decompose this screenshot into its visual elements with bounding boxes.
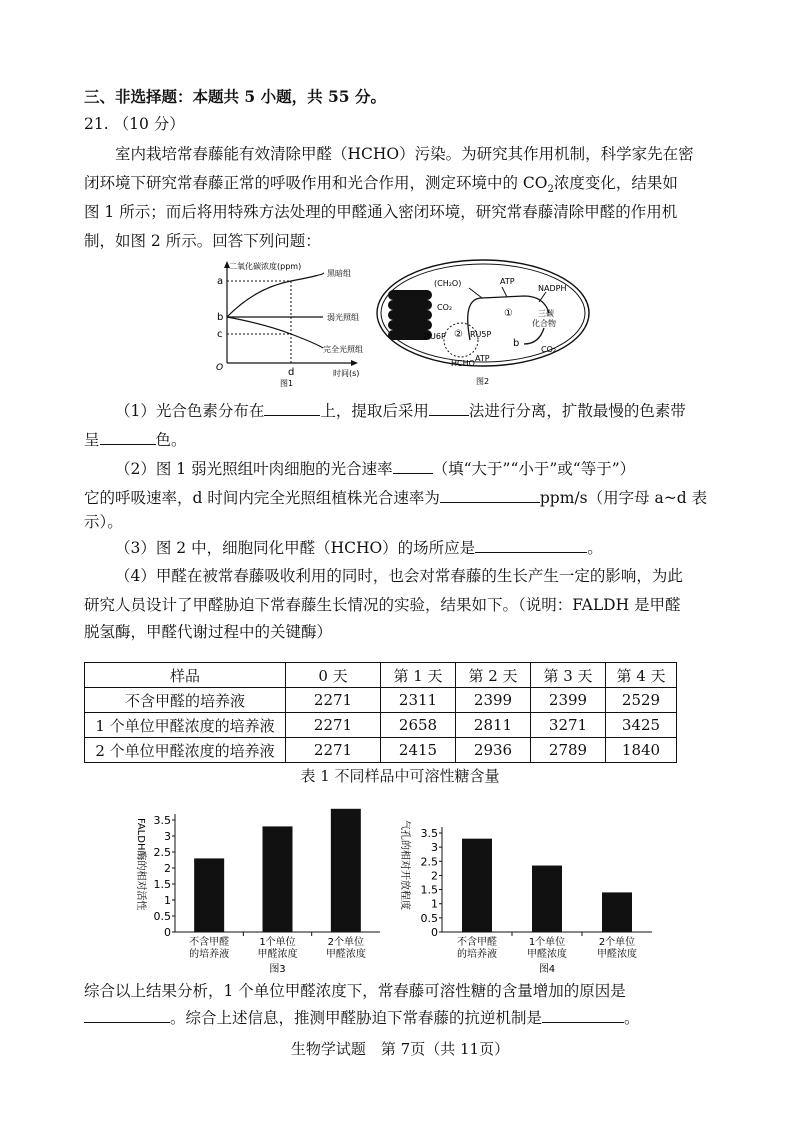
label-three-carbon-1: 三碳 (538, 309, 554, 318)
q1-line-2 (84, 428, 724, 451)
intro-sub: 2 (547, 184, 554, 196)
figure-2 (374, 258, 592, 388)
y-axis-label: 二氧化碳浓度(ppm) (229, 262, 302, 271)
sugar-content-table (84, 662, 677, 763)
intro-line-1: 室内栽培常春藤能有效清除甲醛（HCHO）污染。为研究其作用机制，科学家先在密 (115, 145, 694, 163)
q1-text-d: 呈 (84, 431, 100, 449)
table-cell: 2311 (381, 688, 456, 713)
table-cell: 2399 (456, 688, 531, 713)
table-cell: 2271 (286, 713, 381, 738)
label-ch2o: (CH₂O) (434, 279, 462, 288)
y-tick-label: 0.5 (153, 910, 171, 923)
bar (532, 866, 562, 932)
q4-line-1: （4）甲醛在被常春藤吸收利用的同时，也会对常春藤的生长产生一定的影响，为此 (115, 567, 683, 585)
chart-title: 图4 (538, 964, 556, 975)
label-nadph: NADPH (538, 284, 567, 293)
conclusion-line-2 (84, 1006, 724, 1029)
q2-blank-2[interactable] (440, 486, 540, 503)
q1-text-b: 上，提取后采用 (320, 402, 429, 420)
chart-title: 图3 (269, 964, 286, 975)
q3-line (84, 536, 724, 559)
label-circle-2: ② (454, 329, 463, 340)
atp-top-arrow (502, 287, 507, 297)
x-tick-label: 2个单位 (598, 937, 636, 948)
bar (331, 809, 361, 932)
q4-line-3: 脱氢酶，甲醛代谢过程中的关键酶） (84, 623, 333, 641)
conclusion-blank-1[interactable] (84, 1006, 170, 1023)
x-tick-label: 1个单位 (259, 937, 296, 948)
x-tick-label: 甲醛浓度 (257, 949, 298, 960)
y-tick-c: c (217, 329, 223, 340)
figure-1 (205, 258, 375, 388)
question-points: （10 分） (113, 115, 185, 133)
table-cell: 2271 (286, 688, 381, 713)
legend-weak-light: 弱光照组 (327, 313, 359, 322)
x-tick-label: 甲醛浓度 (597, 949, 637, 960)
q1-text-a: （1）光合色素分布在 (115, 402, 265, 420)
y-tick-a: a (217, 276, 224, 287)
y-tick-b: b (217, 312, 224, 323)
table-cell: 2658 (381, 713, 456, 738)
table-cell: 3425 (606, 713, 677, 738)
q1-blank-2[interactable] (429, 399, 469, 416)
page-footer: 生物学试题 第 7页（共 11页） (290, 1040, 510, 1058)
q2-line-3: 示）。 (84, 513, 123, 531)
figure-4-chart (395, 812, 660, 980)
y-tick-label: 1 (431, 897, 438, 911)
table-row (85, 738, 677, 763)
x-tick-label: 的培养液 (189, 949, 230, 960)
label-atp-top: ATP (500, 277, 515, 286)
conclusion-text-a: 。综合上述信息，推测甲醛胁迫下常春藤的抗逆机制是 (170, 1009, 543, 1027)
x-tick-label: 不含甲醛 (189, 937, 230, 948)
table-cell: 2271 (286, 738, 381, 763)
q3-text-a: （3）图 2 中，细胞同化甲醛（HCHO）的场所应是 (115, 539, 476, 557)
conclusion-text-b: 。 (624, 1009, 640, 1027)
x-axis-label: 时间(s) (333, 369, 360, 378)
q2-text-d: ppm/s（用字母 a~d 表 (539, 489, 708, 507)
legend-dark: 黑暗组 (327, 269, 351, 278)
table-header: 0 天 (286, 663, 381, 688)
table-header: 第 4 天 (606, 663, 677, 688)
bar (263, 826, 293, 932)
table-cell: 2936 (456, 738, 531, 763)
bar (602, 892, 632, 932)
table-cell: 2789 (531, 738, 606, 763)
curve-full-light (227, 317, 323, 348)
label-circle-1: ① (504, 308, 513, 319)
label-three-carbon-2: 化合物 (532, 319, 556, 328)
q2-blank-1[interactable] (393, 457, 433, 474)
table-cell: 2399 (531, 688, 606, 713)
table-cell: 1 个单位甲醛浓度的培养液 (85, 713, 286, 738)
y-tick-label: 3 (431, 841, 438, 855)
y-tick-label: 3.5 (153, 814, 171, 827)
conclusion-blank-2[interactable] (542, 1006, 624, 1023)
question-num: 21. (84, 115, 109, 133)
y-tick-label: 1.5 (153, 878, 171, 891)
table-header-row (85, 663, 677, 688)
intro-line-2 (84, 172, 724, 201)
q2-line-1 (84, 457, 724, 480)
q2-text-c: 它的呼吸速率，d 时间内完全光照组植株光合速率为 (84, 489, 440, 507)
table-cell: 2529 (606, 688, 677, 713)
q4-line-2: 研究人员设计了甲醛胁迫下常春藤生长情况的实验，结果如下。（说明：FALDH 是甲醛 (84, 596, 681, 614)
q3-text-b: 。 (587, 539, 603, 557)
x-tick-label: 的培养液 (457, 949, 497, 960)
figure-3-chart (130, 800, 385, 980)
y-tick-label: 3 (164, 830, 171, 843)
table-caption: 表 1 不同样品中可溶性糖含量 (300, 767, 500, 785)
label-atp-bottom: ATP (475, 354, 490, 363)
legend-full-light: 完全光照组 (323, 345, 363, 354)
y-tick-label: 2.5 (153, 846, 171, 859)
table-cell: 3271 (531, 713, 606, 738)
q1-text-c: 法进行分离，扩散最慢的色素带 (468, 402, 686, 420)
label-hcho: HCHO (451, 359, 475, 368)
table-row (85, 713, 677, 738)
figure-2-caption: 图2 (476, 377, 490, 386)
y-tick-label: 0 (164, 926, 171, 939)
intro-line-4: 制，如图 2 所示。回答下列问题： (84, 232, 321, 250)
q1-blank-3[interactable] (100, 428, 156, 445)
q2-text-a: （2）图 1 弱光照组叶肉细胞的光合速率 (115, 460, 393, 478)
x-tick-d: d (288, 367, 295, 378)
table-header: 第 3 天 (531, 663, 606, 688)
y-tick-label: 1.5 (420, 883, 438, 897)
table-cell: 1840 (606, 738, 677, 763)
bar (462, 839, 492, 932)
y-tick-label: 0 (431, 926, 438, 939)
label-co2-left: CO₂ (437, 303, 453, 312)
intro-line-3: 图 1 所示；而后将用特殊方法处理的甲醛通入密闭环境，研究常春藤清除甲醛的作用机 (84, 203, 678, 221)
x-tick-label: 甲醛浓度 (325, 949, 366, 960)
q3-blank[interactable] (475, 536, 587, 553)
table-header: 样品 (85, 663, 286, 688)
intro-text-cont: 浓度变化，结果如 (553, 174, 678, 192)
x-tick-label: 甲醛浓度 (527, 949, 567, 960)
ch2o-arrow (469, 288, 482, 298)
table-header: 第 2 天 (456, 663, 531, 688)
table-row (85, 688, 677, 713)
y-tick-label: 3.5 (420, 827, 438, 840)
x-tick-label: 不含甲醛 (457, 937, 497, 948)
y-tick-label: 1 (164, 894, 171, 907)
table-cell: 2 个单位甲醛浓度的培养液 (85, 738, 286, 763)
conclusion-line-1: 综合以上结果分析，1 个单位甲醛浓度下，常春藤可溶性糖的含量增加的原因是 (84, 982, 626, 1000)
q2-line-2 (84, 486, 724, 509)
label-b: b (513, 338, 520, 349)
q2-text-b: （填“大于”“小于”或“等于”） (432, 460, 636, 478)
table-header: 第 1 天 (381, 663, 456, 688)
y-tick-label: 2 (431, 869, 438, 883)
figure-1-caption: 图1 (280, 379, 294, 388)
nadph-arrow (539, 292, 546, 302)
q1-line-1 (84, 399, 724, 422)
section-header: 三、非选择题：本题共 5 小题，共 55 分。 (84, 87, 386, 106)
label-hu6p: HU6P (424, 332, 446, 341)
curve-dark (227, 273, 323, 317)
origin-label: O (216, 363, 224, 373)
x-tick-label: 2个单位 (327, 937, 365, 948)
question-number (84, 113, 724, 135)
y-axis-label: FALDH酶的相对活性 (135, 818, 146, 911)
table-cell: 2811 (456, 713, 531, 738)
y-tick-label: 0.5 (420, 911, 438, 925)
label-ru5p: RU5P (470, 330, 492, 339)
y-tick-label: 2.5 (420, 855, 438, 869)
y-axis-label: 气孔的相对开放程度 (399, 820, 410, 910)
label-co2-right: CO₂ (541, 345, 557, 354)
y-tick-label: 2 (164, 862, 171, 875)
table-cell: 不含甲醛的培养液 (85, 688, 286, 713)
x-axis-arrow (351, 360, 358, 366)
bar (194, 858, 224, 932)
table-cell: 2415 (381, 738, 456, 763)
q1-text-e: 色。 (155, 431, 187, 449)
q1-blank-1[interactable] (264, 399, 320, 416)
intro-text: 闭环境下研究常春藤正常的呼吸作用和光合作用，测定环境中的 CO (84, 174, 548, 192)
x-tick-label: 1个单位 (528, 937, 566, 948)
